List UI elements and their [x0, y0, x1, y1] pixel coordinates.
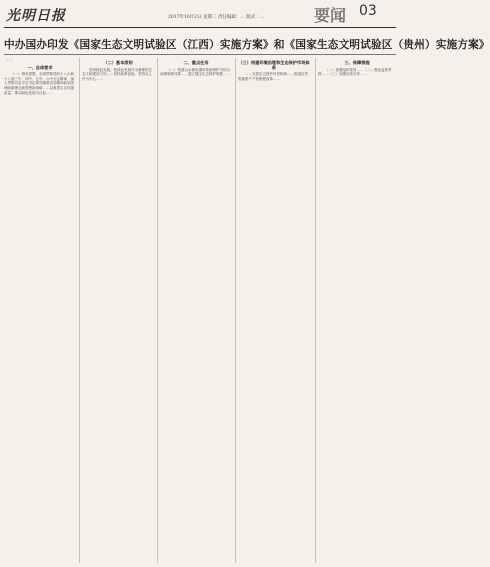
newspaper-logo: 光明日报 — [6, 8, 66, 24]
article-column-4 — [238, 58, 310, 563]
column-body: ……完善生态保护补偿机制……推进自然资源资产产权制度改革…… — [238, 72, 308, 81]
byline: （…） — [4, 58, 14, 62]
column-subheading: （二）基本原则 — [103, 60, 133, 65]
column-body: （一）构建山水林田湖草系统保护与综合治理制度体系……建立健全生态保护制度…… — [160, 67, 230, 77]
column-divider — [157, 58, 158, 563]
page-number: 03 — [359, 3, 377, 19]
headline-rule — [4, 54, 396, 55]
masthead — [4, 3, 396, 28]
article-column-1 — [4, 58, 76, 563]
article-column-5 — [318, 58, 396, 563]
column-body: （一）加强组织领导……（二）强化监督考核……（三）加强宣传引导…… — [318, 67, 392, 77]
column-divider — [79, 58, 80, 563]
column-divider — [235, 58, 236, 563]
column-subheading: 一、总体要求 — [27, 64, 53, 70]
dateline: 2017年10月2日 星期二 责任编辑：… 版式：… — [168, 15, 265, 20]
column-body: 坚持绿色发展。把绿色发展作为重要的生态文明建设方向……坚持改革创新。坚持以人民为中心…… — [82, 67, 152, 81]
article-column-3 — [160, 58, 232, 563]
column-body: （一）指导思想。全面贯彻党的十八大和十八届三中、四中、五中、六中全会精神，深入贯彻习近平总书记系列重要讲话精神和治国理政新理念新思想新战略……以改善生态环境质量、推动绿色发展为目标…… — [4, 72, 74, 95]
column-divider — [315, 58, 316, 563]
column-subheading: 三、保障措施 — [344, 60, 370, 65]
column-subheading: 二、重点任务 — [183, 60, 209, 65]
main-headline: 中办国办印发《国家生态文明试验区（江西）实施方案》和《国家生态文明试验区（贵州）实施方案》 — [4, 39, 490, 51]
section-title: 要闻 — [314, 6, 347, 25]
column-subheading: （三）构建环境治理和生态保护市场体系 — [238, 60, 310, 70]
article-column-2 — [82, 58, 154, 563]
